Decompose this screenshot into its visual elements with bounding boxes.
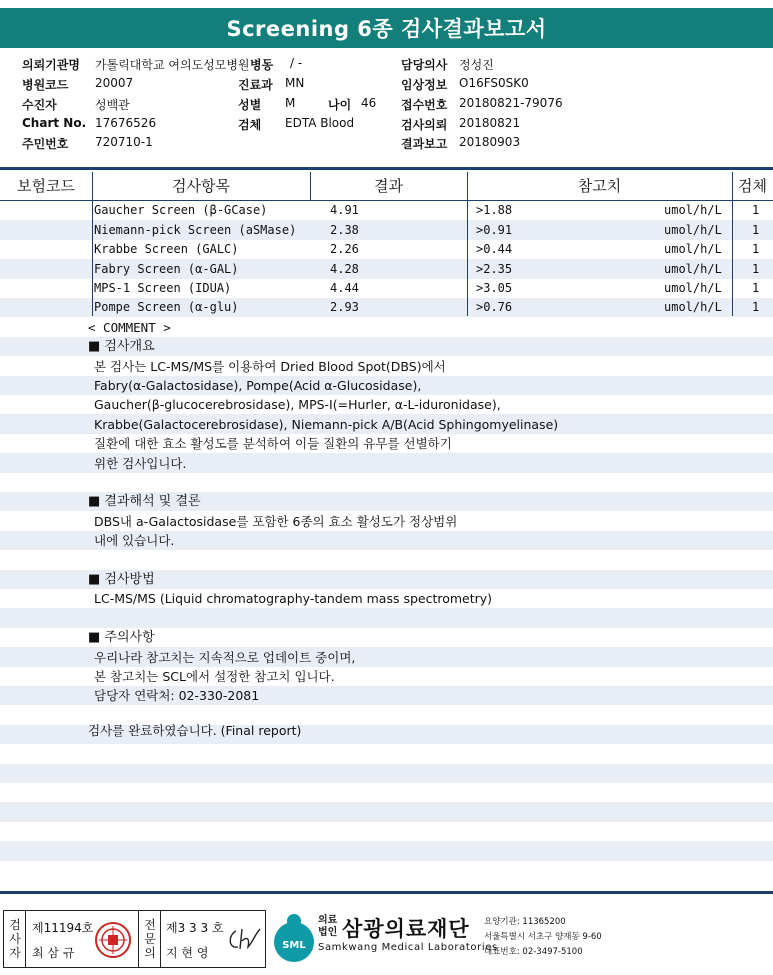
institution-value: 가톨릭대학교 여의도성모병원 [95, 58, 250, 72]
row-result: 2.93 [330, 300, 359, 315]
row-reference: >0.91 [476, 222, 513, 237]
row-stripe [0, 802, 773, 821]
sign-divider [160, 911, 161, 967]
org-type-1: 의료 [318, 915, 338, 926]
ward-value: / - [290, 56, 303, 70]
footer [0, 905, 773, 975]
row-unit: umol/h/L [664, 203, 722, 218]
org-name-en: Samkwang Medical Laboratories [318, 942, 498, 953]
contact-info [484, 915, 602, 960]
row-specimen: 1 [752, 222, 760, 237]
row-stripe [0, 473, 773, 492]
section-title: ■ 검사개요 [88, 339, 155, 355]
patient-info [0, 52, 773, 152]
section-line: DBS내 a-Galactosidase를 포함한 6종의 효소 활성도가 정상범위 [94, 513, 458, 529]
row-specimen: 1 [752, 203, 760, 218]
sml-logo-icon [272, 912, 316, 964]
row-specimen: 1 [752, 300, 760, 315]
report-label: 결과보고 [401, 137, 448, 151]
report-value: 20180903 [459, 135, 521, 149]
row-reference: >2.35 [476, 261, 513, 276]
row-unit: umol/h/L [664, 300, 722, 315]
section-line: 내에 있습니다. [94, 533, 175, 549]
row-stripe [0, 841, 773, 860]
doctor-value: 정성진 [459, 58, 494, 72]
section-line: Gaucher(β-glucocerebrosidase), MPS-I(=Hurler, α-L-iduronidase), [94, 397, 501, 413]
row-specimen: 1 [752, 281, 760, 295]
row-reference: >0.76 [476, 300, 513, 315]
row-unit: umol/h/L [664, 281, 722, 295]
row-stripe [0, 822, 773, 841]
section-title: ■ 주의사항 [88, 630, 155, 646]
comment-header: < COMMENT > [88, 319, 171, 335]
age-value: 46 [361, 96, 377, 110]
table-top-rule [0, 167, 773, 170]
row-stripe [0, 744, 773, 763]
section-line: Fabry(α-Galactosidase), Pompe(Acid α-Glucosidase), [94, 378, 422, 393]
header-code: 보험코드 [17, 177, 75, 195]
table-row [0, 201, 773, 220]
row-item: MPS-1 Screen (IDUA) [94, 281, 232, 295]
row-item: Krabbe Screen (GALC) [94, 242, 239, 257]
org-type-2: 법인 [318, 927, 338, 938]
table-row [0, 298, 773, 317]
table-bottom-rule [0, 891, 773, 894]
row-item: Niemann-pick Screen (aSMase) [94, 222, 297, 237]
clinical-label: 임상정보 [401, 78, 448, 92]
receipt-label: 접수번호 [401, 98, 448, 112]
header-result: 결과 [374, 177, 403, 195]
address: 서울특별시 서초구 양재동 9-60 [484, 932, 602, 942]
row-result: 4.91 [330, 203, 359, 218]
institution-code: 요양기관: 11365200 [484, 917, 566, 927]
request-value: 20180821 [459, 116, 521, 130]
id-value: 720710-1 [95, 135, 153, 149]
table-header [0, 172, 773, 200]
id-label: 주민번호 [22, 137, 69, 151]
examiner-label-text: 검사자 [9, 918, 21, 960]
row-specimen: 1 [752, 242, 760, 257]
logo-text: SML [282, 940, 306, 951]
row-stripe [0, 550, 773, 569]
section-line: 위한 검사입니다. [94, 455, 187, 471]
hospital-code-value: 20007 [95, 76, 134, 90]
row-stripe [0, 861, 773, 880]
ward-label: 병동 [250, 58, 274, 72]
org-name: 삼광의료재단 [342, 917, 470, 941]
final-report-note: 검사를 완료하였습니다. (Final report) [88, 723, 302, 738]
table-row [0, 240, 773, 259]
sex-value: M [285, 96, 296, 110]
row-unit: umol/h/L [664, 222, 722, 237]
row-result: 4.28 [330, 261, 359, 276]
header-reference: 참고치 [577, 177, 622, 195]
table-row [0, 260, 773, 279]
row-item: Gaucher Screen (β-GCase) [94, 203, 268, 218]
chart-value: 17676526 [95, 116, 157, 130]
row-stripe [0, 608, 773, 627]
row-result: 2.38 [330, 222, 359, 237]
examiner-number: 제11194호 [32, 921, 94, 935]
signature-box [3, 910, 266, 968]
request-label: 검사의뢰 [401, 118, 448, 132]
row-item: Pompe Screen (α-glu) [94, 300, 239, 315]
sign-divider [138, 911, 139, 967]
row-result: 4.44 [330, 281, 359, 295]
row-result: 2.26 [330, 242, 359, 257]
row-specimen: 1 [752, 261, 760, 276]
row-item: Fabry Screen (α-GAL) [94, 261, 239, 276]
hospital-code-label: 병원코드 [22, 78, 69, 92]
section-line: 담당자 연락처: 02-330-2081 [94, 688, 260, 704]
specimen-label: 검체 [238, 118, 262, 132]
sex-label: 성별 [238, 98, 262, 112]
signature-icon [226, 925, 262, 955]
section-title: ■ 결과해석 및 결론 [88, 494, 201, 510]
phone: 대표번호: 02-3497-5100 [484, 947, 583, 957]
specimen-value: EDTA Blood [285, 116, 355, 130]
row-unit: umol/h/L [664, 242, 722, 257]
examiner-label [6, 918, 24, 960]
dept-label: 진료과 [238, 78, 273, 92]
row-stripe [0, 783, 773, 802]
reviewer-label [141, 918, 159, 960]
row-stripe [0, 764, 773, 783]
reviewer-name: 지 현 영 [166, 946, 209, 960]
report-title: Screening 6종 검사결과보고서 [0, 8, 773, 48]
chart-label: Chart No. [22, 116, 87, 130]
section-line: Krabbe(Galactocerebrosidase), Niemann-pick A/B(Acid Sphingomyelinase) [94, 416, 559, 432]
table-row [0, 279, 773, 298]
dept-value: MN [285, 76, 305, 90]
reviewer-number: 제3 3 3 호 [166, 921, 224, 935]
row-reference: >1.88 [476, 203, 513, 218]
examiner-seal-icon [94, 921, 132, 959]
header-specimen: 검체 [738, 177, 767, 195]
row-reference: >0.44 [476, 242, 513, 257]
section-line: 본 참고치는 SCL에서 설정한 참고치 입니다. [94, 669, 335, 684]
institution-label: 의뢰기관명 [22, 58, 80, 72]
age-label: 나이 [328, 98, 352, 112]
receipt-value: 20180821-79076 [459, 96, 563, 110]
doctor-label: 담당의사 [401, 58, 448, 72]
clinical-value: O16FS0SK0 [459, 76, 529, 90]
section-line: 우리나라 참고치는 지속적으로 업데이트 중이며, [94, 649, 356, 665]
row-unit: umol/h/L [664, 261, 722, 276]
header-item: 검사항목 [172, 177, 230, 195]
sign-divider [25, 911, 26, 967]
section-line: 질환에 대한 효소 활성도를 분석하여 이들 질환의 유무를 선별하기 [94, 436, 452, 452]
patient-label: 수진자 [22, 98, 57, 112]
row-reference: >3.05 [476, 281, 513, 295]
section-line: 본 검사는 LC-MS/MS를 이용하여 Dried Blood Spot(DBS)에서 [94, 358, 446, 374]
reviewer-label-text: 전문의 [144, 918, 156, 960]
col-divider-2 [310, 172, 311, 201]
examiner-name: 최 삼 규 [32, 946, 75, 960]
table-row [0, 221, 773, 240]
section-title: ■ 검사방법 [88, 572, 155, 587]
section-line: LC-MS/MS (Liquid chromatography-tandem mass spectrometry) [94, 591, 493, 607]
patient-value: 성백관 [95, 98, 130, 112]
